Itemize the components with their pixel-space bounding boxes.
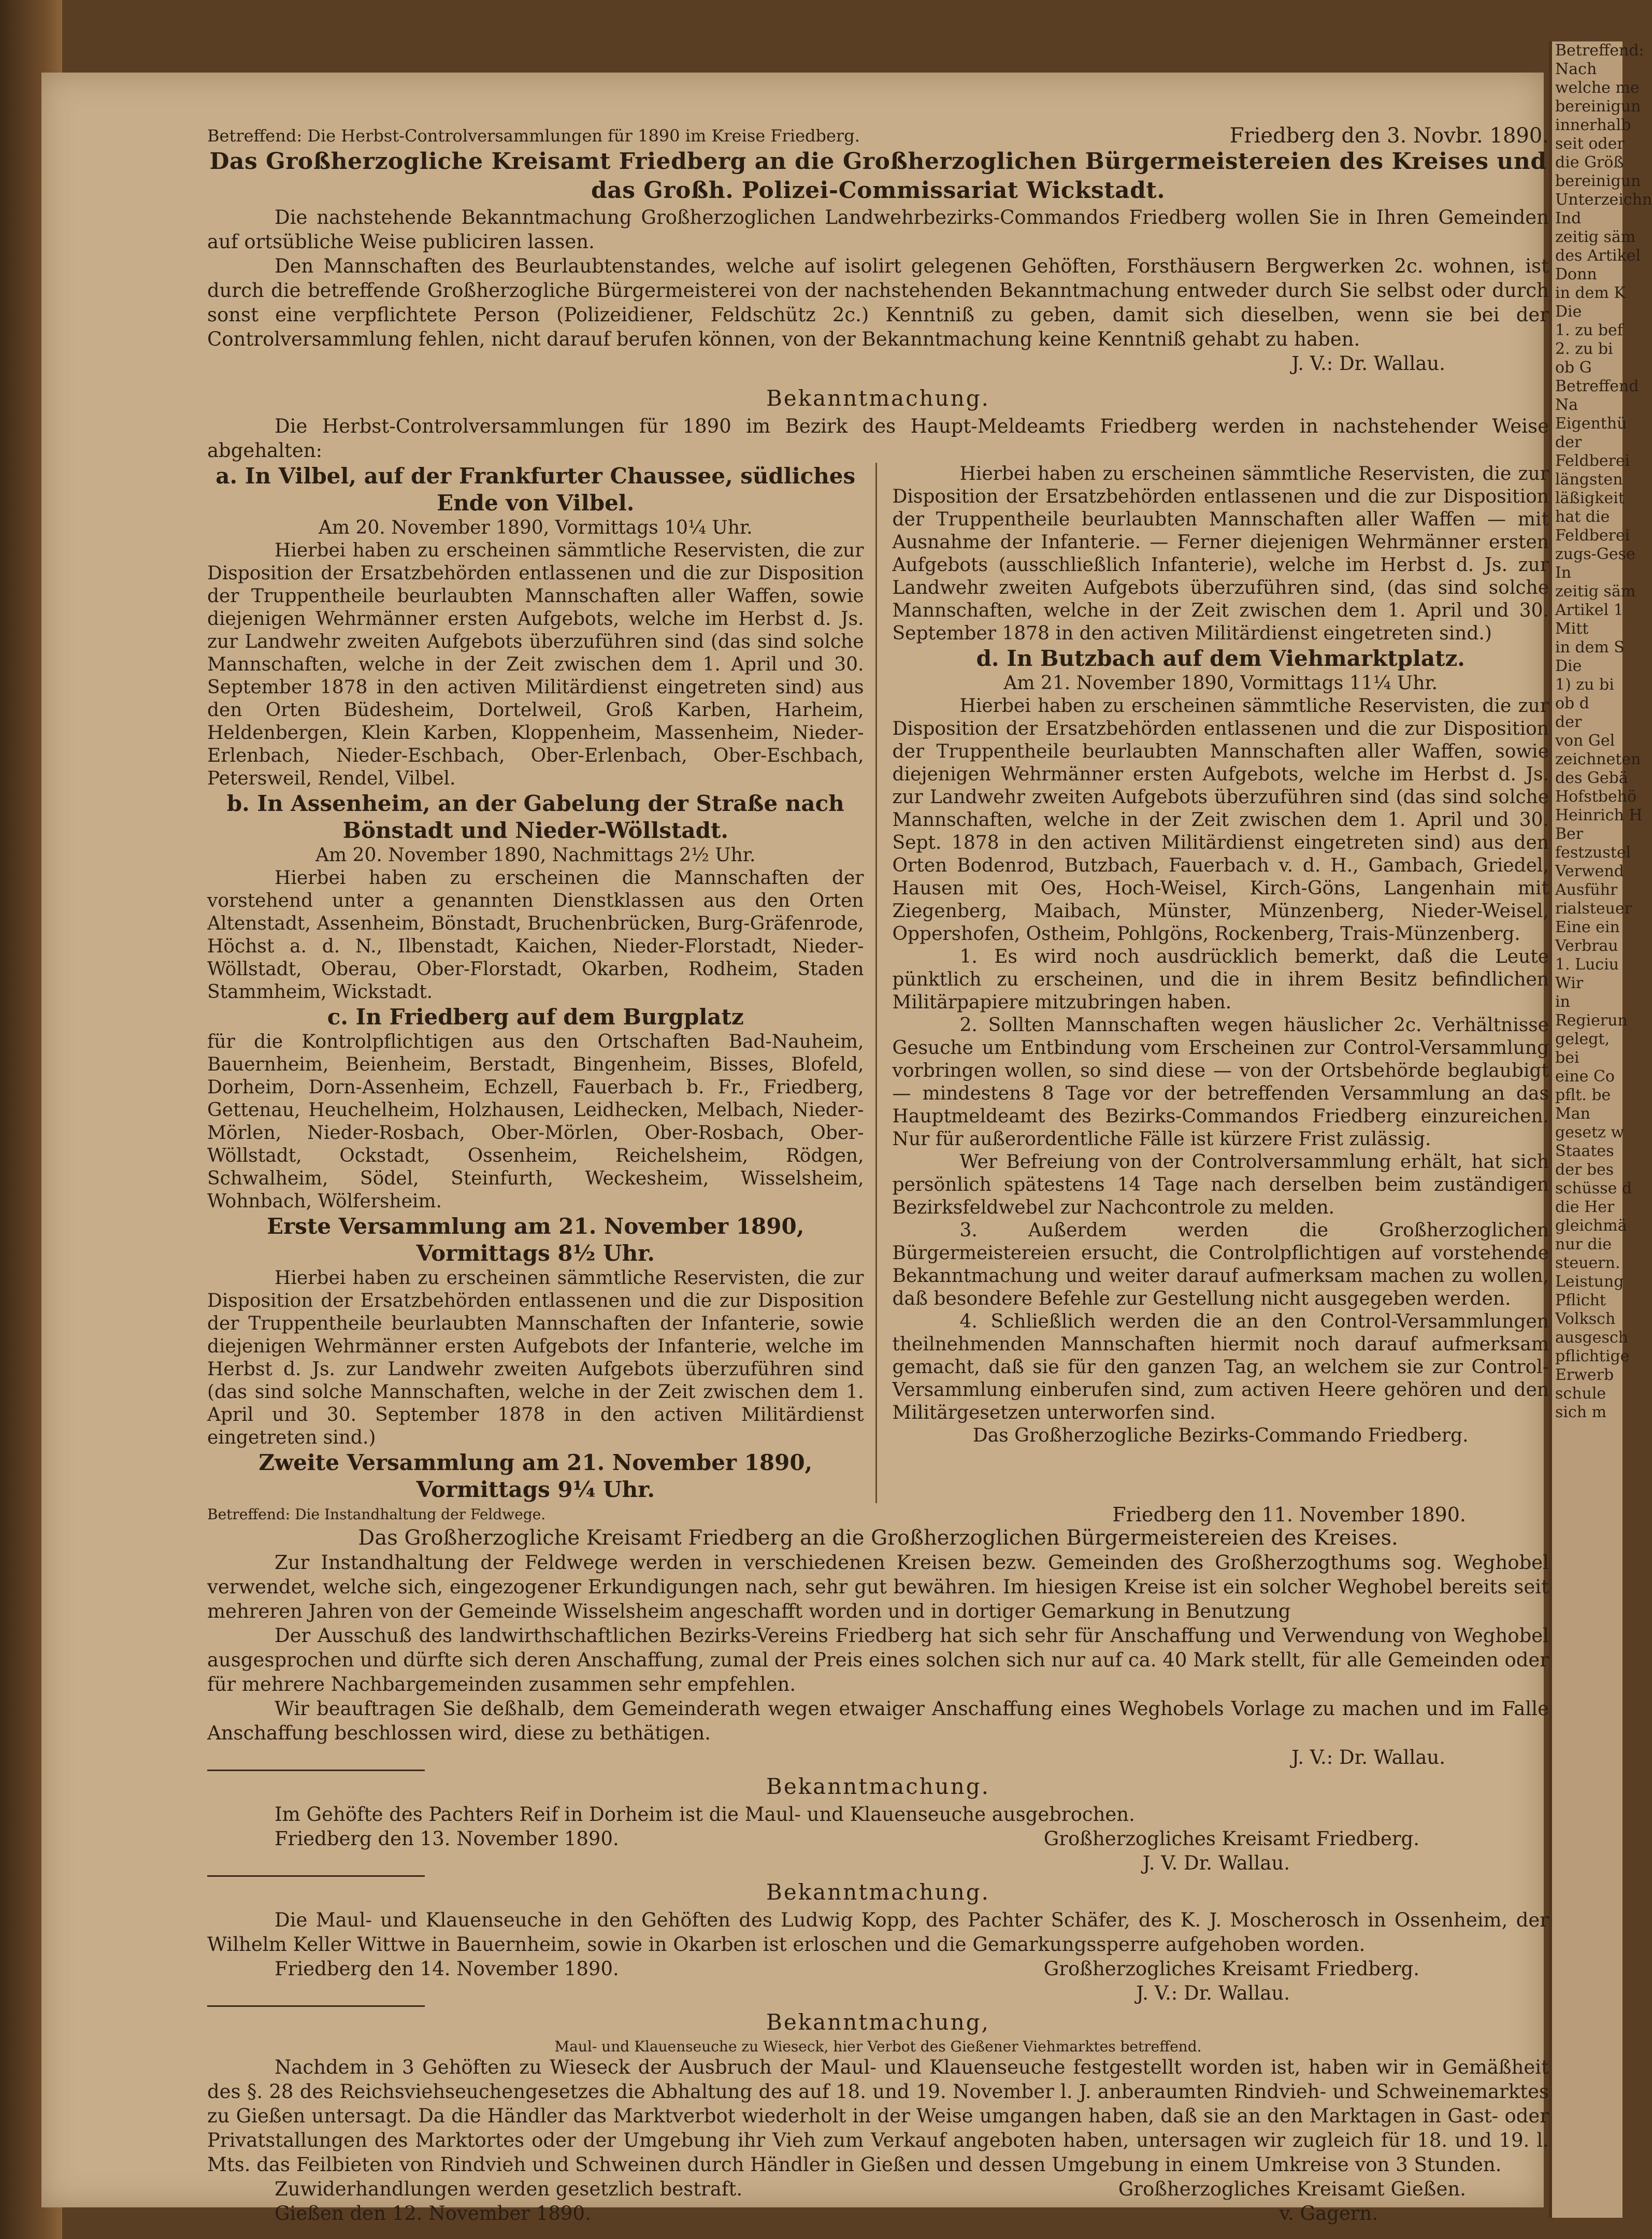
section-d-time: Am 21. November 1890, Vormittags 11¼ Uhr. [1003, 673, 1438, 694]
adjacent-page-line: steuern. [1555, 1254, 1620, 1272]
adjacent-page-line: der [1555, 433, 1582, 451]
section-d-heading: d. In Butzbach auf dem Viehmarktplatz. [976, 646, 1465, 671]
adjacent-page-line: ob d [1555, 694, 1590, 712]
adjacent-page-line: Die [1555, 303, 1582, 321]
adjacent-page-line: bereinigun [1555, 97, 1641, 116]
note-4: 4. Schließlich werden die an den Control-Versammlungen theilnehmenden Mannschaften hiermit noch darauf aufmerksam gemacht, daß sie für den ganzen Tag, an welchem sie zur Control-Versammlung einberufen sind, zum activen Heere gehören und den Militärgesetzen unterworfen sind. [892, 1311, 1549, 1423]
adjacent-page-line: des Artikel [1555, 247, 1641, 265]
notice1-signature: J. V.: Dr. Wallau. [1291, 352, 1445, 375]
notice2-signature: J. V.: Dr. Wallau. [1291, 1746, 1445, 1769]
section-b-time: Am 20. November 1890, Nachmittags 2½ Uhr. [315, 845, 756, 866]
adjacent-page-line: in dem K [1555, 284, 1626, 302]
adjacent-page-line: pflt. be [1555, 1086, 1611, 1104]
adjacent-page-line: Donn [1555, 265, 1597, 283]
adjacent-page-line: Die [1555, 657, 1582, 675]
adjacent-page-line: Regierun [1555, 1011, 1628, 1030]
adjacent-page-line: innerhalb [1555, 116, 1631, 134]
notice1-address: Das Großherzogliche Kreisamt Friedberg an die Großherzoglichen Bürgermeistereien des Kreises und das Großh. Polizei-Commissariat Wickstadt. [209, 148, 1547, 204]
notice5 [207, 2007, 1549, 2226]
section-a-heading: a. In Vilbel, auf der Frankfurter Chaussee, südliches Ende von Vilbel. [216, 463, 856, 516]
adjacent-page-line: gleichmä [1555, 1217, 1627, 1235]
section-b-text: Hierbei haben zu erscheinen die Mannschaften der vorstehend unter a genannten Dienstklassen aus den Orten Altenstadt, Assenheim, Bönstadt, Bruchenbrücken, Burg-Gräfenrode, Höchst a. d. N., Ilbenstadt, Kaichen, Nieder-Florstadt, Nieder-Wöllstadt, Oberau, Ober-Florstadt, Okarben, Rodheim, Staden Stammheim, Wickstadt. [207, 867, 864, 1003]
adjacent-page-line: in [1555, 993, 1570, 1011]
adjacent-page-line: seit oder [1555, 135, 1625, 153]
adjacent-page-line: des Gebä [1555, 769, 1628, 787]
adjacent-page-line: Leistung [1555, 1273, 1624, 1291]
adjacent-page-line: der [1555, 713, 1582, 731]
proclamation-columns [207, 463, 1549, 1503]
notice5-date: Gießen den 12. November 1890. [275, 2202, 591, 2224]
adjacent-page-line: bereinigun [1555, 172, 1641, 190]
notice4 [207, 1877, 1549, 2007]
notice3-text: Im Gehöfte des Pachters Reif in Dorheim ist die Maul- und Klauenseuche ausgebrochen. [275, 1803, 1135, 1826]
notice3-title: Bekanntmachung. [766, 1774, 990, 1799]
adjacent-page-line: 1) zu bi [1555, 676, 1614, 694]
adjacent-page-line: die Her [1555, 1198, 1615, 1216]
section-c-text: für die Kontrolpflichtigen aus den Ortschaften Bad-Nauheim, Bauernheim, Beienheim, Berstadt, Bingenheim, Bisses, Blofeld, Dorheim, Dorn-Assenheim, Echzell, Fauerbach b. Fr., Friedberg, Gettenau, Heuchelheim, Holzhausen, Leidhecken, Melbach, Nieder-Mörlen, Nieder-Rosbach, Ober-Mörlen, Ober-Rosbach, Ober-Wöllstadt, Ockstadt, Ossenheim, Reichelsheim, Rödgen, Schwalheim, Södel, Steinfurth, Weckesheim, Wisselsheim, Wohnbach, Wölfersheim. [207, 1031, 864, 1212]
adjacent-page-line: 1. Luciu [1555, 956, 1619, 974]
note-3: 3. Außerdem werden die Großherzoglichen Bürgermeistereien ersucht, die Controlpflichtigen auf vorstehende Bekanntmachung und weiter darauf aufmerksam machen zu wollen, daß besondere Befehle zur Gestellung nicht ausgegeben werden. [892, 1220, 1549, 1309]
adjacent-page-line: ob G [1555, 359, 1592, 377]
adjacent-page-line: pflichtige [1555, 1347, 1630, 1365]
adjacent-page-line: Heinrich H [1555, 806, 1643, 824]
adjacent-page-line: Mitt [1555, 620, 1589, 638]
section-a-text: Hierbei haben zu erscheinen sämmtliche Reservisten, die zur Disposition der Ersatzbehörden entlassenen und die zur Disposition der Truppentheile beurlaubten Mannschaften aller Waffen, sowie diejenigen Wehrmänner ersten Aufgebots, welche im Herbst d. Js. zur Landwehr zweiten Aufgebots überzuführen sind (das sind solche Mannschaften, welche in der Zeit zwischen dem 1. April und 30. September 1878 in den activen Militärdienst eingetreten sind) aus den Orten Büdesheim, Dortelweil, Groß Karben, Harheim, Heldenbergen, Klein Karben, Kloppenheim, Massenheim, Nieder-Erlenbach, Nieder-Eschbach, Ober-Erlenbach, Ober-Eschbach, Petersweil, Rendel, Vilbel. [207, 540, 864, 789]
notice5-signature: v. Gagern. [1279, 2202, 1378, 2224]
notice2-date: Friedberg den 11. November 1890. [1112, 1503, 1466, 1526]
adjacent-page-line: schüsse d [1555, 1179, 1632, 1197]
notice1-header [207, 124, 1549, 147]
notice2-subject: Betreffend: Die Instandhaltung der Feldwege. [207, 1506, 546, 1523]
adjacent-page-line: Verwend [1555, 862, 1624, 880]
page-content [207, 124, 1549, 2226]
second-assembly-heading: Zweite Versammlung am 21. November 1890, Vormittags 9¼ Uhr. [258, 1450, 813, 1502]
notice5-title: Bekanntmachung, [766, 2009, 990, 2035]
section-d-text: Hierbei haben zu erscheinen sämmtliche Reservisten, die zur Disposition der Ersatzbehörden entlassenen und die zur Disposition der Truppentheile beurlaubten Mannschaften aller Waffen, sowie diejenigen Wehrmänner ersten Aufgebots, welche im Herbst d. Js. zur Landwehr zweiten Aufgebots überzuführen sind (das sind solche Mannschaften, welche in der Zeit zwischen dem 1. April und 30. Sept. 1878 in den activen Militärdienst eingetreten sind) aus den Orten Bodenrod, Butzbach, Fauerbach v. d. H., Gambach, Griedel, Hausen mit Oes, Hoch-Weisel, Kirch-Göns, Langenhain mit Ziegenberg, Maibach, Münster, Münzenberg, Nieder-Weisel, Oppershofen, Ostheim, Pohlgöns, Rockenberg, Trais-Münzenberg. [892, 695, 1549, 945]
notice3-date: Friedberg den 13. November 1890. [275, 1828, 619, 1850]
notice5-footer-1 [207, 2177, 1549, 2201]
adjacent-page-line: Na [1555, 396, 1578, 414]
adjacent-page-line: Staates [1555, 1142, 1614, 1160]
second-assembly-text: Hierbei haben zu erscheinen sämmtliche Reservisten, die zur Disposition der Ersatzbehörden entlassenen und die zur Disposition der Truppentheile beurlaubten Mannschaften aller Waffen — mit Ausnahme der Infanterie. — Ferner diejenigen Wehrmänner ersten Aufgebots (ausschließlich Infanterie), welche im Herbst d. Js. zur Landwehr zweiten Aufgebots überzuführen sind, (das sind solche Mannschaften, welche in der Zeit zwischen dem 1. April und 30. September 1878 in den activen Militärdienst eingetreten sind.) [892, 463, 1549, 644]
adjacent-page-line: Feldberei [1555, 452, 1630, 470]
notice2-header [207, 1503, 1549, 1526]
adjacent-page-line: der bes [1555, 1161, 1614, 1179]
adjacent-page-line: Wir [1555, 974, 1584, 992]
section-c-heading: c. In Friedberg auf dem Burgplatz [327, 1004, 744, 1030]
notice2 [207, 1503, 1549, 1771]
adjacent-page-line: in dem S [1555, 638, 1625, 657]
first-assembly-heading: Erste Versammlung am 21. November 1890, Vormittags 8½ Uhr. [267, 1214, 805, 1266]
notice2-paragraph-2: Der Ausschuß des landwirthschaftlichen Bezirks-Vereins Friedberg hat sich sehr für Anschaffung und Verwendung von Weghobel ausgesprochen und dürfte sich deren Anschaffung, zumal der Preis eines solchen sich nur auf ca. 40 Mark stellt, für alle Gemeinden oder für mehrere Nachbargemeinden zusammen sehr empfehlen. [207, 1624, 1549, 1695]
adjacent-page-line: ausgesch [1555, 1329, 1629, 1347]
adjacent-page-line: gesetz w [1555, 1123, 1625, 1142]
note-2b: Wer Befreiung von der Controlversammlung erhält, hat sich persönlich spätestens 14 Tage nach derselben beim zuständigen Bezirksfeldwebel zur Nachcontrole zu melden. [892, 1151, 1549, 1218]
notice5-text: Nachdem in 3 Gehöften zu Wieseck der Ausbruch der Maul- und Klauenseuche festgestellt worden ist, haben wir in Gemäßheit des §. 28 des Reichsviehseuchengesetzes die Abhaltung des auf 18. und 19. November l. J. anberaumten Rindvieh- und Schweinemarktes zu Gießen untersagt. Da die Händler das Marktverbot wiederholt in der Weise umgangen haben, daß sie an den Marktagen in Gast- oder Privatstallungen des Marktortes oder der Umgebung ihr Vieh zum Verkauf angeboten haben, untersagen wir zugleich für 18. und 19. l. Mts. das Feilbieten von Rindvieh und Schweinen durch Händler in Gießen und dessen Umgebung in einem Umkreise von 3 Stunden. [207, 2056, 1549, 2176]
notice3-footer [207, 1827, 1549, 1851]
notice1-paragraph-2: Den Mannschaften des Beurlaubtenstandes, welche auf isolirt gelegenen Gehöften, Forsthäusern Bergwerken 2c. wohnen, ist durch die betreffende Großherzogliche Bürgermeisterei von der nachstehenden Bekanntmachung entweder durch Sie selbst oder durch sonst eine verpflichtete Person (Polizeidiener, Feldschütz 2c.) Kenntniß zu geben, damit sich dieselben, wenn sie bei der Controlversammlung fehlen, nicht darauf berufen können, von der Bekanntmachung keine Kenntniß gehabt zu haben. [207, 255, 1549, 350]
adjacent-page-line: zeichneten [1555, 750, 1641, 768]
notice5-footer-2 [207, 2201, 1549, 2226]
adjacent-page-line: Pflicht [1555, 1291, 1606, 1309]
adjacent-page-line: Volksch [1555, 1310, 1616, 1328]
adjacent-page-line: eine Co [1555, 1067, 1615, 1086]
adjacent-page-line: Unterzeichn [1555, 191, 1652, 209]
first-assembly-text: Hierbei haben zu erscheinen sämmtliche Reservisten, die zur Disposition der Ersatzbehörden entlassenen und die zur Disposition der Truppentheile beurlaubten Mannschaften der Infanterie, sowie diejenigen Wehrmänner ersten Aufgebots der Infanterie, welche im Herbst d. Js. zur Landwehr zweiten Aufgebots überzuführen sind (das sind solche Mannschaften, welche in der Zeit zwischen dem 1. April und 30. September 1878 in den activen Militärdienst eingetreten sind.) [207, 1267, 864, 1448]
adjacent-page-line: hat die [1555, 508, 1610, 526]
adjacent-page-line: rialsteuer [1555, 900, 1632, 918]
adjacent-page-line: gelegt, [1555, 1030, 1610, 1048]
notice2-paragraph-3: Wir beauftragen Sie deßhalb, dem Gemeinderath wegen etwaiger Anschaffung eines Weghobels Vorlage zu machen und im Falle Anschaffung beschlossen wird, diese zu bethätigen. [207, 1698, 1549, 1744]
adjacent-page-line: welche me [1555, 79, 1640, 97]
notice5-text-2: Zuwiderhandlungen werden gesetzlich bestraft. [275, 2178, 743, 2200]
proclamation-title: Bekanntmachung. [766, 386, 990, 411]
adjacent-page-line: nur die [1555, 1235, 1612, 1253]
proclamation-intro: Die Herbst-Controlversammlungen für 1890 im Bezirk des Haupt-Meldeamts Friedberg werden in nachstehender Weise abgehalten: [207, 415, 1549, 462]
notice5-office: Großherzogliches Kreisamt Gießen. [1118, 2178, 1466, 2200]
notice1-subject: Betreffend: Die Herbst-Controlversammlungen für 1890 im Kreise Friedberg. [207, 126, 860, 146]
notice3-office: Großherzogliches Kreisamt Friedberg. [1043, 1828, 1419, 1850]
adjacent-page-line: Erwerb [1555, 1366, 1614, 1384]
adjacent-page-line: zeitig säm [1555, 582, 1636, 601]
notice4-title: Bekanntmachung. [766, 1879, 990, 1905]
adjacent-page-line: Nach [1555, 60, 1597, 78]
notice4-signature: J. V.: Dr. Wallau. [1136, 1982, 1290, 2004]
adjacent-page-line: zeitig säm [1555, 228, 1636, 246]
adjacent-page-line: 1. zu bef [1555, 321, 1623, 339]
adjacent-page-line: längsten [1555, 470, 1623, 489]
notice4-date: Friedberg den 14. November 1890. [275, 1958, 619, 1980]
adjacent-page-line: festzustel [1555, 844, 1631, 862]
adjacent-page-line: Eigenthü [1555, 415, 1627, 433]
adjacent-page-line: Verbrau [1555, 937, 1618, 955]
notice3-signature: J. V. Dr. Wallau. [1142, 1852, 1290, 1874]
adjacent-page-line: Man [1555, 1105, 1590, 1123]
notice1-date: Friedberg den 3. Novbr. 1890. [1229, 124, 1549, 148]
adjacent-page-line: Betreffend: [1555, 41, 1644, 60]
notice2-address: Das Großherzogliche Kreisamt Friedberg an die Großherzoglichen Bürgermeistereien des Kreises. [358, 1526, 1398, 1550]
notice4-office: Großherzogliches Kreisamt Friedberg. [1043, 1958, 1419, 1980]
adjacent-page-line: läßigkeit [1555, 489, 1625, 507]
adjacent-page-line: Ber [1555, 825, 1584, 843]
note-1: 1. Es wird noch ausdrücklich bemerkt, daß die Leute pünktlich zu erscheinen, und die in ihrem Besitz befindlichen Militärpapiere mitzubringen haben. [892, 946, 1549, 1013]
section-b-heading: b. In Assenheim, an der Gabelung der Straße nach Bönstadt und Nieder-Wöllstadt. [226, 791, 844, 843]
note-2: 2. Sollten Mannschaften wegen häuslicher 2c. Verhältnisse Gesuche um Entbindung vom Erscheinen zur Control-Versammlung vorbringen wollen, so sind diese — von der Ortsbehörde beglaubigt — mindestens 8 Tage vor der betreffenden Versammlung an das Hauptmeldeamt des Bezirks-Commandos Friedberg einzureichen. Nur für außerordentliche Fälle ist kürzere Frist zulässig. [892, 1015, 1549, 1150]
adjacent-page-line: Eine ein [1555, 918, 1620, 936]
adjacent-page-line: Ausführ [1555, 881, 1618, 899]
adjacent-page-line: Hofstbehö [1555, 788, 1637, 806]
section-a-time: Am 20. November 1890, Vormittags 10¼ Uhr. [318, 517, 753, 538]
notice3 [207, 1771, 1549, 1877]
adjacent-page-line: die Größ [1555, 153, 1624, 172]
notice1-paragraph-1: Die nachstehende Bekanntmachung Großherzoglichen Landwehrbezirks-Commandos Friedberg wollen Sie in Ihren Gemeinden auf ortsübliche Weise publiciren lassen. [207, 206, 1549, 253]
adjacent-page-line: sich m [1555, 1403, 1607, 1421]
adjacent-page-line: zugs-Gese [1555, 545, 1635, 563]
notice5-subtitle: Maul- und Klauenseuche zu Wieseck, hier Verbot des Gießener Viehmarktes betreffend. [554, 2038, 1202, 2055]
notice4-footer [207, 1957, 1549, 1981]
adjacent-page-line: bei [1555, 1049, 1579, 1067]
adjacent-page-line: In [1555, 564, 1572, 582]
right-column [893, 463, 1549, 1503]
left-column [207, 463, 877, 1503]
adjacent-page-line: Feldberei [1555, 526, 1630, 545]
notice2-paragraph-1: Zur Instandhaltung der Feldwege werden in verschiedenen Kreisen bezw. Gemeinden des Großherzogthums sog. Weghobel verwendet, welche sich, eingezogener Erkundigungen nach, sehr gut bewähren. Im hiesigen Kreise ist ein solcher Weghobel bereits seit mehreren Jahren von der Gemeinde Wisselsheim angeschafft worden und in dortiger Gemarkung in Benutzung [207, 1551, 1549, 1622]
adjacent-page-edge [1549, 41, 1652, 2218]
notice4-text: Die Maul- und Klauenseuche in den Gehöften des Ludwig Kopp, des Pachter Schäfer, des K. J. Moscherosch in Ossenheim, der Wilhelm Keller Wittwe in Bauernheim, sowie in Okarben ist erloschen und die Gemarkungssperre aufgehoben worden. [207, 1909, 1549, 1956]
adjacent-page-line: 2. zu bi [1555, 340, 1613, 358]
adjacent-page-line: Artikel 1 [1555, 601, 1624, 619]
adjacent-page-line: Ind [1555, 209, 1582, 227]
adjacent-page-line: von Gel [1555, 732, 1615, 750]
adjacent-page-line: schule [1555, 1385, 1606, 1403]
proclamation-signature: Das Großherzogliche Bezirks-Commando Friedberg. [972, 1425, 1469, 1446]
adjacent-page-text [1552, 41, 1652, 1422]
adjacent-page-line: Betreffend [1555, 377, 1639, 395]
